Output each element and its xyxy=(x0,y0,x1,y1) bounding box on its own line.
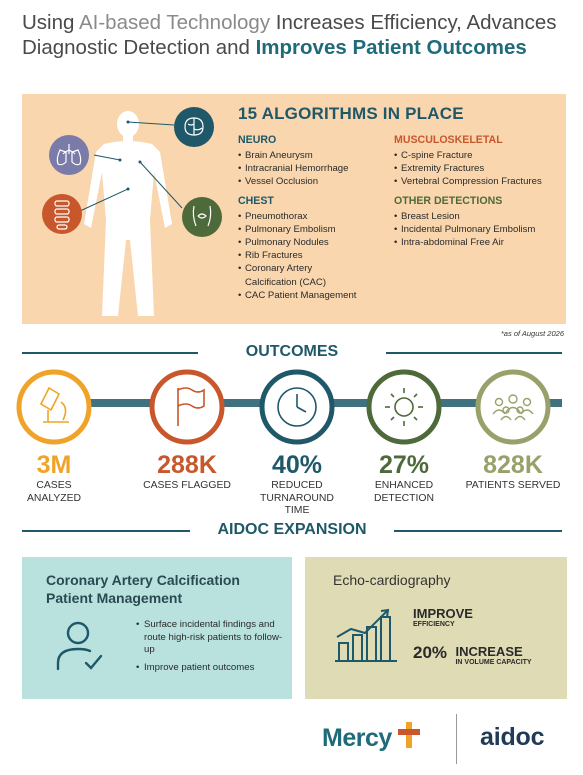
chest-group xyxy=(238,195,388,302)
neuro-group xyxy=(238,134,388,189)
outcome-turnaround xyxy=(243,368,351,518)
outcome-value: 27% xyxy=(378,451,430,479)
outcomes-heading: OUTCOMES xyxy=(245,343,339,360)
list-item: • Surface incidental findings and route high-risk patients to follow-up xyxy=(136,619,286,657)
list-item: • Brain Aneurysm xyxy=(238,149,388,162)
musculoskeletal-heading: MUSCULOSKELETAL xyxy=(394,134,503,146)
sun-icon xyxy=(365,368,443,446)
list-item: • C-spine Fracture xyxy=(394,149,564,162)
cac-title: Coronary Artery Calcification Patient Management xyxy=(46,572,240,606)
list-item: • CAC Patient Management xyxy=(238,289,388,302)
expansion-header xyxy=(22,519,562,543)
list-item: • Intra-abdominal Free Air xyxy=(394,236,564,249)
outcome-value: 40% xyxy=(271,451,323,479)
clock-icon xyxy=(258,368,336,446)
outcome-detection xyxy=(350,368,458,505)
outcome-value: 3M xyxy=(36,451,72,479)
page-title: Using AI-based Technology Increases Efficiency, Advances Diagnostic Detection and Improves Patient Outcomes xyxy=(22,11,557,59)
musculoskeletal-group xyxy=(394,134,564,189)
microscope-icon xyxy=(15,368,93,446)
list-item: • Rib Fractures xyxy=(238,249,388,262)
cac-bullets xyxy=(136,619,286,679)
brain-icon xyxy=(174,107,214,147)
outcome-label: REDUCED TURNAROUND TIME xyxy=(260,480,334,516)
other-heading: OTHER DETECTIONS xyxy=(394,194,503,207)
outcome-label: ENHANCED DETECTION xyxy=(373,480,435,504)
echo-title: Echo-cardiography xyxy=(333,572,451,588)
as-of-footnote: *as of August 2026 xyxy=(500,329,564,338)
footer-logos xyxy=(0,710,583,770)
people-icon xyxy=(474,368,552,446)
volume-capacity-stat: 20% INCREASE IN VOLUME CAPACITY xyxy=(413,643,532,666)
neuro-heading: NEURO xyxy=(238,134,277,146)
algo-column-left xyxy=(238,134,388,308)
list-item: • Pneumothorax xyxy=(238,210,388,223)
list-item: • Pulmonary Embolism xyxy=(238,223,388,236)
other-group xyxy=(394,195,564,250)
list-item: • Intracranial Hemorrhage xyxy=(238,162,388,175)
list-item: • Incidental Pulmonary Embolism xyxy=(394,223,564,236)
expansion-heading: AIDOC EXPANSION xyxy=(217,521,367,538)
outcome-patients xyxy=(459,368,567,493)
list-item: • Extremity Fractures xyxy=(394,162,564,175)
algo-column-right xyxy=(394,134,564,255)
echo-card xyxy=(305,557,567,699)
outcome-label: CASES ANALYZED xyxy=(26,480,82,504)
growth-chart-icon xyxy=(333,601,413,665)
cac-card xyxy=(22,557,292,699)
divider-line xyxy=(386,352,562,354)
spine-icon xyxy=(42,194,82,234)
outcome-value: 288K xyxy=(157,451,217,479)
outcome-label: PATIENTS SERVED xyxy=(465,480,561,491)
list-item: • Pulmonary Nodules xyxy=(238,236,388,249)
list-item: • Vertebral Compression Fractures xyxy=(394,175,564,188)
logo-divider xyxy=(456,714,457,764)
flag-icon xyxy=(148,368,226,446)
algorithms-panel xyxy=(22,94,566,324)
lungs-icon xyxy=(49,135,89,175)
list-item: • Breast Lesion xyxy=(394,210,564,223)
improve-efficiency-stat: IMPROVE EFFICIENCY xyxy=(413,606,473,628)
list-item: • Improve patient outcomes xyxy=(136,662,286,675)
outcome-value: 828K xyxy=(483,451,543,479)
algorithms-title: 15 ALGORITHMS IN PLACE xyxy=(238,104,464,123)
list-item: • Coronary Artery Calcification (CAC) xyxy=(238,262,350,288)
outcome-cases-analyzed xyxy=(0,368,108,505)
aidoc-logo: aidoc xyxy=(480,723,545,751)
chest-heading: CHEST xyxy=(238,194,274,207)
outcome-cases-flagged xyxy=(133,368,241,493)
list-item: • Vessel Occlusion xyxy=(238,175,388,188)
patient-check-icon xyxy=(52,617,110,675)
body-illustration xyxy=(22,94,232,324)
outcomes-header xyxy=(22,341,562,365)
mercy-cross-icon xyxy=(398,722,420,748)
outcome-label: CASES FLAGGED xyxy=(143,480,231,491)
mercy-logo: Mercy xyxy=(322,724,392,753)
divider-line xyxy=(394,530,562,532)
abdomen-icon xyxy=(182,197,222,237)
